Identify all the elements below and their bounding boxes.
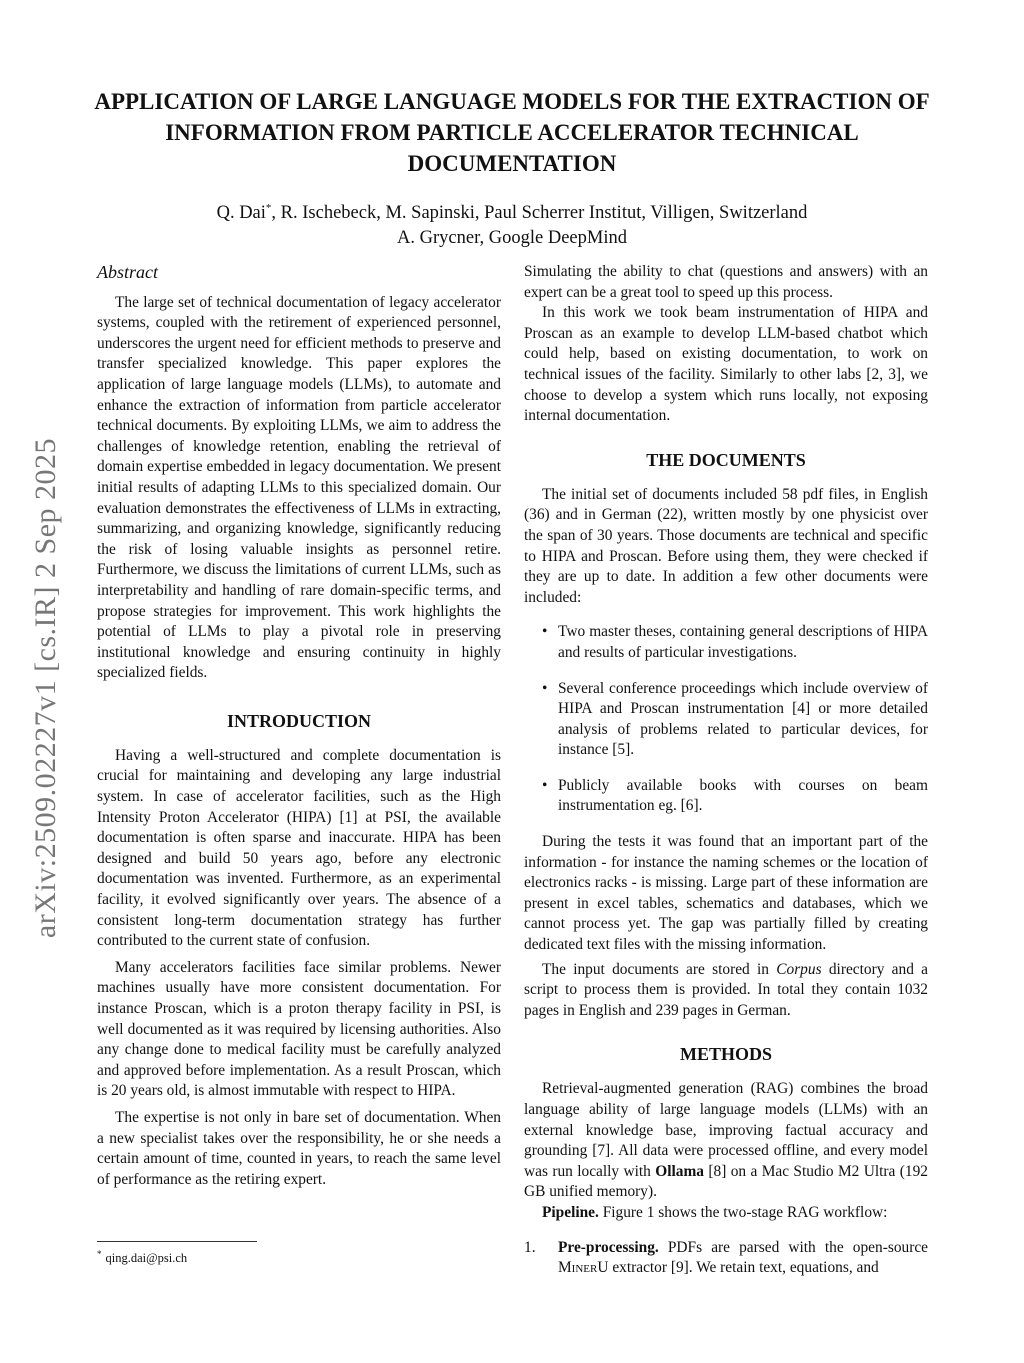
author-block bbox=[80, 196, 944, 251]
arxiv-identifier: arXiv:2509.02227v1 [cs.IR] 2 Sep 2025 bbox=[29, 437, 62, 939]
footnote-rule bbox=[97, 1241, 257, 1242]
step-label: Pre-processing. bbox=[558, 1238, 659, 1256]
methods-heading: METHODS bbox=[679, 1044, 772, 1065]
paper-title: APPLICATION OF LARGE LANGUAGE MODELS FOR THE EXTRACTION OF INFORMATION FROM PARTICLE ACCELERATOR TECHNICAL DOCUMENTATION bbox=[94, 89, 930, 176]
ollama-term: Ollama bbox=[655, 1162, 704, 1180]
documents-heading: THE DOCUMENTS bbox=[646, 449, 806, 470]
pipeline-label: Pipeline. bbox=[542, 1203, 599, 1221]
abstract-text: The large set of technical documentation of legacy accelerator systems, coupled with the retirement of experienced personnel, underscores the urgent need for efficient methods to preserve and transfer specialized knowledge. This paper explores the application of large language models (LLMs), to automate and enhance the extraction of information from particle accelerator technical documents. By exploiting LLMs, we aim to address the challenges of knowledge retention, enabling the retrieval of domain expertise embedded in legacy documentation. We present initial results of adapting LLMs to this specialized domain. Our evaluation demonstrates the effectiveness of LLMs in extracting, summarizing, and organizing knowledge, significantly reducing the risk of losing valuable insights as personnel retire. Furthermore, we discuss the limitations of current LLMs, such as interpretability and handling of rare domain-specific terms, and propose strategies for improvement. This work highlights the potential of LLMs to play a pivotal role in preserving institutional knowledge and ensuring continuity in highly specialized fields. bbox=[97, 293, 501, 682]
corpus-term: Corpus bbox=[776, 960, 822, 978]
left-column bbox=[97, 262, 501, 1190]
intro-paragraph-3: The expertise is not only in bare set of documentation. When a new specialist takes over the responsibility, he or she needs a certain amount of time, counted in years, to reach the same level of performance as the retiring expert. bbox=[97, 1108, 501, 1188]
documents-paragraph-3: The input documents are stored in Corpus directory and a script to process them is provided. In total they contain 1032 pages in English and 239 pages in German. bbox=[524, 960, 928, 1019]
methods-paragraph-1: Retrieval-augmented generation (RAG) combines the broad language ability of large language models (LLMs) with an external knowledge base, improving factual accuracy and grounding [7]. All data were processed offline, and every model was run locally with Ollama [8] on a Mac Studio M2 Ultra (192 GB unified memory). bbox=[524, 1080, 928, 1201]
first-author: Q. Dai bbox=[216, 203, 266, 224]
author-line-2: A. Grycner, Google DeepMind bbox=[397, 228, 627, 249]
list-item: • Several conference proceedings which include overview of HIPA and Proscan instrumentation [4] or more detailed analysis of problems related to particular devices, for instance [5]. bbox=[524, 679, 928, 761]
intro-paragraph-1: Having a well-structured and complete documentation is crucial for maintaining and developing any large industrial system. In case of accelerator facilities, such as the High Intensity Proton Accelerator (HIPA) [1] at PSI, the available documentation is often sparse and inaccurate. HIPA has been designed and build 50 years ago, before any electronic documentation was invented. Furthermore, as an experimental facility, it evolved significantly over years. The absence of a consistent long-term documentation strategy has further contributed to the current state of confusion. bbox=[97, 746, 501, 950]
pipeline-paragraph: Pipeline. Figure 1 shows the two-stage RAG workflow: bbox=[542, 1203, 888, 1221]
list-item: • Publicly available books with courses on beam instrumentation eg. [6]. bbox=[524, 776, 928, 817]
intro-paragraph-2: Many accelerators facilities face similar problems. Newer machines usually have more consistent documentation. For instance Proscan, which is a proton therapy facility in PSI, is well documented as it was required by licensing authorities. Also any change done to medical facility must be carefully analyzed and approved before implementation. As a result Proscan, which is 20 years old, is almost immutable with respect to HIPA. bbox=[97, 958, 501, 1100]
author-line-1 bbox=[80, 196, 944, 226]
coauthors-affiliation: , R. Ischebeck, M. Sapinski, Paul Scherrer Institut, Villigen, Switzerland bbox=[271, 203, 808, 224]
pipeline-steps bbox=[524, 1238, 928, 1279]
author-footnote-mark: * bbox=[265, 202, 272, 214]
intro-scope-paragraph: In this work we took beam instrumentation of HIPA and Proscan as an example to develop LLM-based chatbot which could help, based on existing documentation, to work on technical issues of the facility. Similarly to other labs [2, 3], we choose to develop a system which runs locally, not exposing internal documentation. bbox=[524, 304, 928, 425]
documents-intro: The initial set of documents included 58 pdf files, in English (36) and in German (22), written mostly by one physicist over the span of 30 years. Those documents are technical and specific to HIPA and Proscan. Before using them, they were checked if they are up to date. In addition a few other documents were included: bbox=[524, 485, 928, 606]
documents-paragraph-2: During the tests it was found that an important part of the information - for instance the naming schemes or the location of electronics racks - is missing. Large part of these information are present in excel tables, schematics and databases, which we cannot process yet. The gap was partially filled by creating dedicated text files with the missing information. bbox=[524, 833, 928, 954]
documents-list bbox=[524, 622, 928, 817]
step-number: 1. bbox=[524, 1238, 536, 1256]
footnote bbox=[97, 1246, 187, 1266]
mineru-term: MinerU bbox=[558, 1259, 609, 1277]
introduction-heading: INTRODUCTION bbox=[226, 710, 372, 731]
list-item: 1. Pre-processing. PDFs are parsed with the open-source MinerU extractor [9]. We retain text, equations, and bbox=[524, 1238, 928, 1277]
footnote-email: qing.dai@psi.ch bbox=[105, 1251, 188, 1266]
footnote-mark: * bbox=[97, 1249, 102, 1259]
list-item: • Two master theses, containing general descriptions of HIPA and results of particular investigations. bbox=[524, 622, 928, 663]
intro-continued-paragraph: Simulating the ability to chat (questions and answers) with an expert can be a great tool to speed up this process. bbox=[524, 263, 928, 301]
right-column bbox=[524, 262, 928, 1279]
abstract-heading: Abstract bbox=[97, 262, 158, 282]
